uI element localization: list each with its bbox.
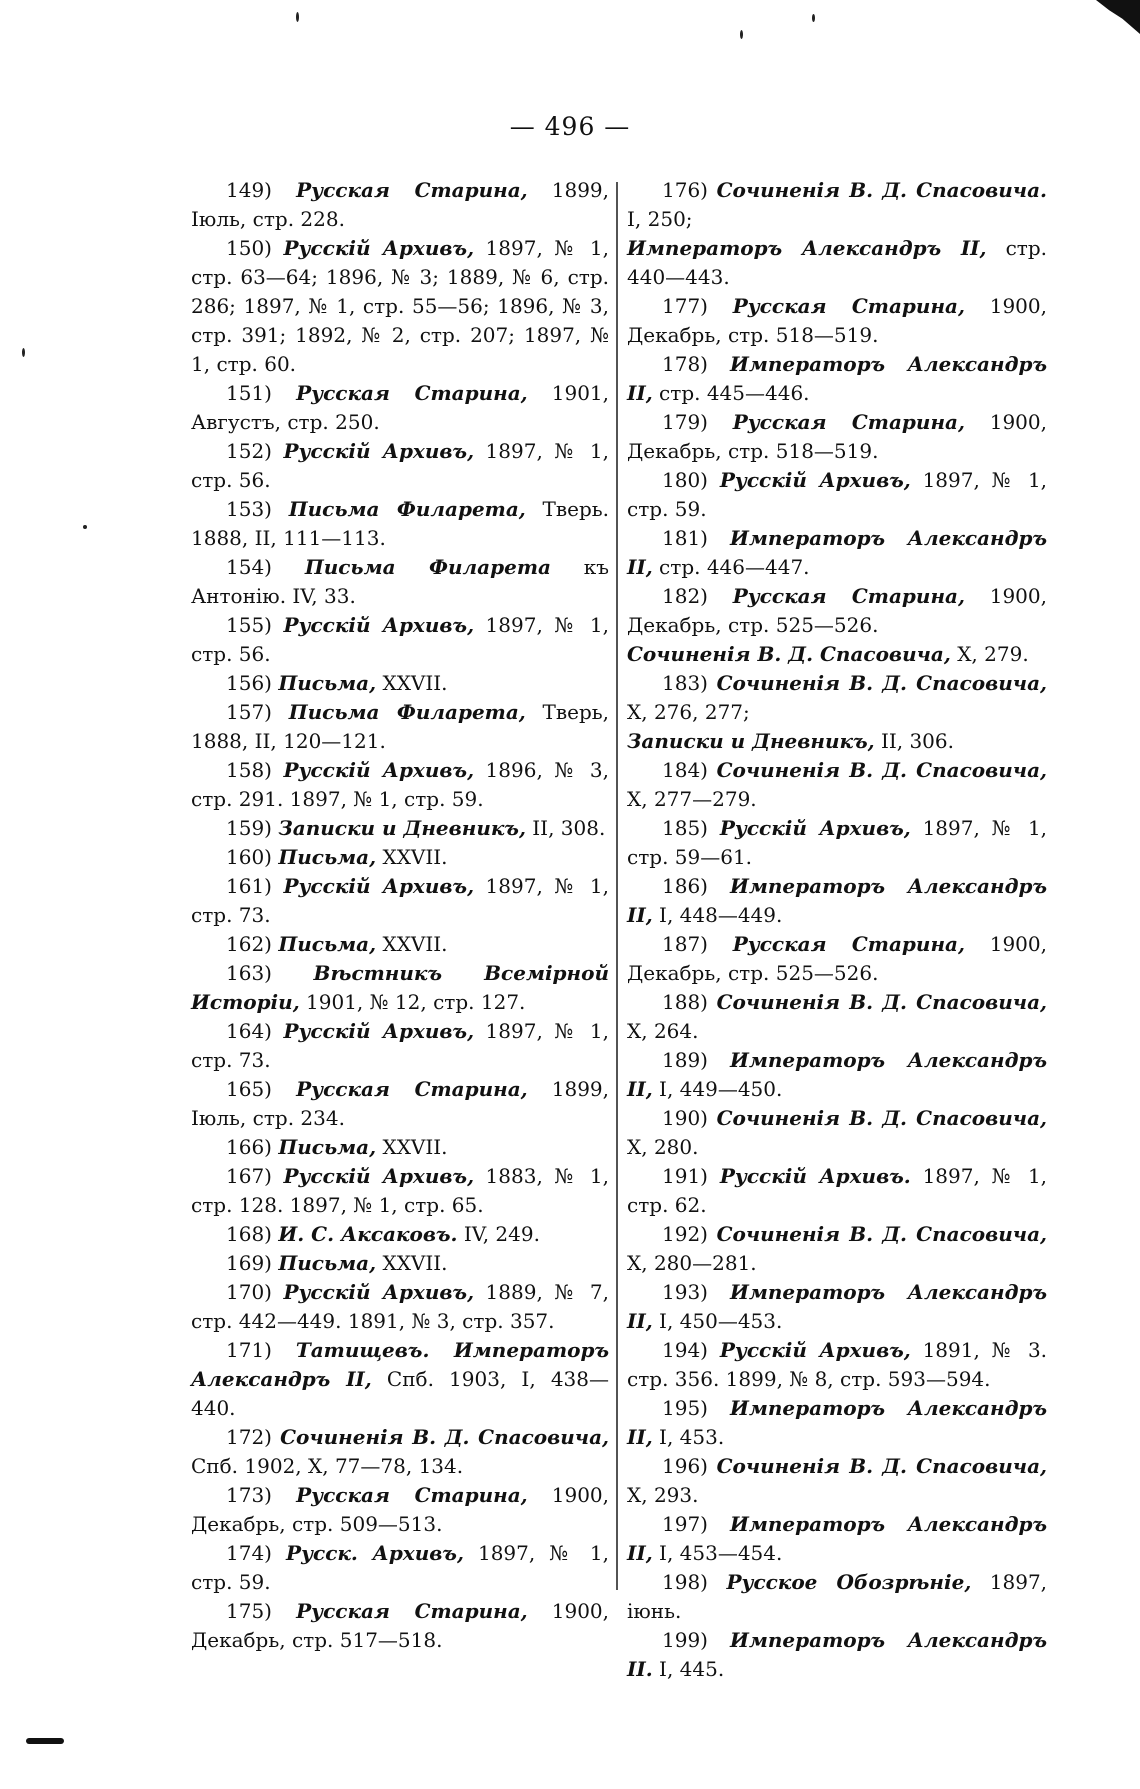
footnote-source: Русская Старина, xyxy=(296,178,528,202)
footnote-source: Императоръ Александръ II, xyxy=(627,1048,1047,1101)
footnote-entry xyxy=(627,1336,1047,1394)
footnote-source: Императоръ Александръ II, xyxy=(627,526,1047,579)
footnote-source: Русская Старина, xyxy=(296,381,528,405)
footnote-entry xyxy=(191,1539,609,1597)
footnote-entry xyxy=(191,495,609,553)
footnote-number: 197) xyxy=(662,1512,708,1536)
footnote-entry xyxy=(191,176,609,234)
footnote-entry xyxy=(627,1220,1047,1278)
footnote-source: Русскій Архивъ, xyxy=(283,613,475,637)
footnote-source: Императоръ Александръ II, xyxy=(627,1396,1047,1449)
footnote-reference: X, 280. xyxy=(627,1135,699,1159)
footnote-number: 187) xyxy=(662,932,708,956)
scan-speck xyxy=(740,30,743,39)
footnote-reference: 1891, № 3. стр. 356. 1899, № 8, стр. 593—594. xyxy=(627,1338,1048,1391)
footnote-reference: XXVII. xyxy=(382,1135,448,1159)
footnote-source: Русскій Архивъ, xyxy=(719,816,911,840)
footnote-number: 174) xyxy=(226,1541,272,1565)
footnote-source: Русскій Архивъ, xyxy=(719,468,911,492)
footnote-reference: 1900, Декабрь, стр. 525—526. xyxy=(627,932,1047,985)
footnote-reference: 1901, № 12, стр. 127. xyxy=(306,990,526,1014)
footnote-entry xyxy=(627,727,1047,756)
footnote-entry xyxy=(627,234,1047,292)
footnote-source: Русская Старина, xyxy=(732,932,965,956)
footnote-number: 175) xyxy=(226,1599,272,1623)
footnote-reference: 1900, Декабрь, стр. 525—526. xyxy=(627,584,1047,637)
footnote-reference: X, 276, 277; xyxy=(627,700,750,724)
footnote-number: 199) xyxy=(662,1628,708,1652)
footnote-source: Сочиненія В. Д. Спасовича, xyxy=(716,1222,1048,1246)
footnote-source: Русская Старина, xyxy=(296,1077,528,1101)
footnote-source: Русское Обозрѣніе, xyxy=(726,1570,972,1594)
footnote-number: 194) xyxy=(662,1338,708,1362)
footnote-source: Письма, xyxy=(278,671,377,695)
footnote-reference: Тверь. 1888, II, 111—113. xyxy=(191,497,610,550)
footnote-source: Сочиненія В. Д. Спасовича, xyxy=(716,990,1048,1014)
footnote-number: 190) xyxy=(662,1106,708,1130)
footnote-number: 196) xyxy=(662,1454,708,1478)
footnote-entry xyxy=(191,698,609,756)
footnote-entry xyxy=(191,843,609,872)
footnote-reference: I, 450—453. xyxy=(659,1309,783,1333)
footnote-entry xyxy=(191,234,609,379)
footnote-reference: стр. 446—447. xyxy=(659,555,810,579)
footnote-source: Русскій Архивъ, xyxy=(719,1338,911,1362)
footnote-entry xyxy=(627,872,1047,930)
footnote-source: Русская Старина, xyxy=(732,410,965,434)
footnote-reference: X, 293. xyxy=(627,1483,699,1507)
footnote-reference: I, 449—450. xyxy=(659,1077,783,1101)
footnote-entry xyxy=(191,553,609,611)
footnote-reference: 1897, № 1, стр. 59—61. xyxy=(627,816,1048,869)
footnote-reference: IV, 249. xyxy=(463,1222,540,1246)
footnote-source: Русская Старина, xyxy=(296,1599,528,1623)
footnote-number: 182) xyxy=(662,584,708,608)
footnote-number: 166) xyxy=(226,1135,272,1159)
footnote-number: 176) xyxy=(662,178,708,202)
footnote-entry xyxy=(191,756,609,814)
footnote-entry xyxy=(627,930,1047,988)
footnote-source: Записки и Дневникъ, xyxy=(627,729,875,753)
column-divider xyxy=(616,182,618,1590)
footnote-source: Сочиненія В. Д. Спасовича, xyxy=(716,1106,1048,1130)
footnote-source: Письма, xyxy=(278,932,377,956)
footnote-number: 184) xyxy=(662,758,708,782)
footnote-source: Русскій Архивъ, xyxy=(283,874,475,898)
footnote-number: 155) xyxy=(226,613,272,637)
footnote-reference: 1899, Іюль, стр. 234. xyxy=(191,1077,610,1130)
footnote-entry xyxy=(627,1046,1047,1104)
footnote-source: Русскій Архивъ, xyxy=(283,758,475,782)
footnote-entry xyxy=(191,1249,609,1278)
footnote-source: Императоръ Александръ II, xyxy=(627,236,987,260)
scan-dash-mark xyxy=(26,1738,64,1744)
footnote-entry xyxy=(191,930,609,959)
footnote-number: 161) xyxy=(226,874,272,898)
footnote-entry xyxy=(627,524,1047,582)
footnote-entry xyxy=(191,1597,609,1655)
scan-speck xyxy=(296,12,299,22)
footnote-reference: 1897, № 1, стр. 56. xyxy=(191,613,609,666)
footnote-source: Русскій Архивъ, xyxy=(283,1164,475,1188)
footnote-entry xyxy=(627,582,1047,640)
footnote-number: 178) xyxy=(662,352,708,376)
footnote-number: 164) xyxy=(226,1019,272,1043)
footnote-reference: стр. 445—446. xyxy=(659,381,810,405)
footnote-source: Письма Филарета xyxy=(304,555,551,579)
footnote-entry xyxy=(627,669,1047,727)
footnote-number: 165) xyxy=(226,1077,272,1101)
footnote-number: 158) xyxy=(226,758,272,782)
footnote-number: 172) xyxy=(226,1425,272,1449)
footnote-entry xyxy=(191,959,609,1017)
footnote-number: 171) xyxy=(226,1338,272,1362)
footnote-entry xyxy=(191,379,609,437)
footnote-source: Императоръ Александръ II, xyxy=(627,1280,1047,1333)
footnote-number: 185) xyxy=(662,816,708,840)
footnote-entry xyxy=(191,1220,609,1249)
footnote-number: 151) xyxy=(226,381,272,405)
scan-speck xyxy=(83,525,87,529)
footnote-reference: 1896, № 3, стр. 291. 1897, № 1, стр. 59. xyxy=(191,758,609,811)
footnote-reference: I, 448—449. xyxy=(659,903,783,927)
footnote-entry xyxy=(627,1394,1047,1452)
footnote-reference: XXVII. xyxy=(382,671,448,695)
footnote-entry xyxy=(627,176,1047,234)
footnote-reference: XXVII. xyxy=(382,1251,448,1275)
footnote-entry xyxy=(191,1075,609,1133)
footnote-source: Письма, xyxy=(278,845,377,869)
footnote-reference: 1900, Декабрь, стр. 518—519. xyxy=(627,294,1047,347)
footnote-number: 162) xyxy=(226,932,272,956)
footnote-number: 183) xyxy=(662,671,708,695)
footnote-source: Императоръ Александръ II. xyxy=(627,1628,1047,1681)
footnote-number: 180) xyxy=(662,468,708,492)
footnote-reference: 1897, № 1, стр. 59. xyxy=(191,1541,610,1594)
footnote-number: 192) xyxy=(662,1222,708,1246)
footnote-source: Русскій Архивъ. xyxy=(719,1164,911,1188)
footnote-source: Письма, xyxy=(278,1251,377,1275)
footnote-source: Сочиненія В. Д. Спасовича, xyxy=(716,758,1048,782)
footnote-source: Татищевъ. Императоръ Александръ II, xyxy=(191,1338,610,1391)
footnote-entry xyxy=(191,1133,609,1162)
footnote-reference: стр. 440—443. xyxy=(627,236,1047,289)
footnote-source: Русская Старина, xyxy=(296,1483,528,1507)
footnote-reference: 1900, Декабрь, стр. 517—518. xyxy=(191,1599,610,1652)
footnote-reference: I, 445. xyxy=(659,1657,725,1681)
footnote-source: Императоръ Александръ II, xyxy=(627,352,1047,405)
scan-speck xyxy=(812,14,815,22)
footnote-reference: X, 264. xyxy=(627,1019,699,1043)
footnote-reference: II, 306. xyxy=(880,729,954,753)
footnote-entry xyxy=(627,1568,1047,1626)
footnote-entry xyxy=(627,408,1047,466)
footnote-entry xyxy=(627,1278,1047,1336)
footnote-entry xyxy=(191,1481,609,1539)
footnote-entry xyxy=(191,611,609,669)
footnote-reference: X, 280—281. xyxy=(627,1251,757,1275)
footnotes-right-column xyxy=(627,176,1047,1684)
footnote-source: Сочиненія В. Д. Спасовича. xyxy=(716,178,1048,202)
footnote-reference: X, 279. xyxy=(957,642,1029,666)
scan-corner-mark xyxy=(1096,0,1140,34)
footnote-number: 177) xyxy=(662,294,708,318)
footnote-reference: 1883, № 1, стр. 128. 1897, № 1, стр. 65. xyxy=(191,1164,609,1217)
footnote-source: Русскій Архивъ, xyxy=(283,1019,475,1043)
footnote-number: 167) xyxy=(226,1164,272,1188)
footnote-reference: 1897, № 1, стр. 59. xyxy=(627,468,1048,521)
footnote-entry xyxy=(191,814,609,843)
footnote-number: 149) xyxy=(226,178,272,202)
footnote-entry xyxy=(191,1278,609,1336)
footnote-reference: I, 250; xyxy=(627,207,693,231)
footnote-entry xyxy=(191,437,609,495)
footnote-source: Сочиненія В. Д. Спасовича, xyxy=(716,671,1048,695)
footnote-source: Сочиненія В. Д. Спасовича, xyxy=(627,642,951,666)
footnote-reference: Тверь, 1888, II, 120—121. xyxy=(191,700,610,753)
footnote-source: Императоръ Александръ II, xyxy=(627,1512,1047,1565)
footnote-reference: 1900, Декабрь, стр. 509—513. xyxy=(191,1483,610,1536)
page-number: — 496 — xyxy=(509,112,631,141)
footnote-entry xyxy=(627,756,1047,814)
footnote-reference: I, 453—454. xyxy=(659,1541,783,1565)
footnote-reference: X, 277—279. xyxy=(627,787,757,811)
footnote-source: Сочиненія В. Д. Спасовича, xyxy=(280,1425,610,1449)
footnote-number: 173) xyxy=(226,1483,272,1507)
footnote-number: 179) xyxy=(662,410,708,434)
footnote-entry xyxy=(627,814,1047,872)
footnote-number: 169) xyxy=(226,1251,272,1275)
footnotes-left-column xyxy=(191,176,609,1655)
footnote-reference: XXVII. xyxy=(382,932,448,956)
footnote-reference: 1901, Августъ, стр. 250. xyxy=(191,381,610,434)
footnote-number: 170) xyxy=(226,1280,272,1304)
footnote-reference: II, 308. xyxy=(532,816,606,840)
footnote-reference: XXVII. xyxy=(382,845,448,869)
footnote-source: Письма, xyxy=(278,1135,377,1159)
footnote-entry xyxy=(627,350,1047,408)
footnote-reference: 1900, Декабрь, стр. 518—519. xyxy=(627,410,1047,463)
footnote-entry xyxy=(191,1162,609,1220)
footnote-entry xyxy=(191,1336,609,1423)
footnote-source: Русская Старина, xyxy=(732,584,965,608)
footnote-number: 157) xyxy=(226,700,272,724)
footnote-reference: 1897, № 1, стр. 62. xyxy=(627,1164,1048,1217)
footnote-entry xyxy=(191,872,609,930)
footnote-entry xyxy=(627,1452,1047,1510)
footnote-entry xyxy=(627,292,1047,350)
footnote-number: 181) xyxy=(662,526,708,550)
footnote-reference: Спб. 1902, X, 77—78, 134. xyxy=(191,1454,464,1478)
footnote-entry xyxy=(627,640,1047,669)
footnote-number: 168) xyxy=(226,1222,272,1246)
footnote-number: 163) xyxy=(226,961,272,985)
footnote-reference: Спб. 1903, I, 438—440. xyxy=(191,1367,609,1420)
footnote-number: 195) xyxy=(662,1396,708,1420)
footnote-number: 150) xyxy=(226,236,272,260)
footnote-reference: 1897, іюнь. xyxy=(627,1570,1048,1623)
footnote-number: 189) xyxy=(662,1048,708,1072)
footnote-number: 152) xyxy=(226,439,272,463)
footnote-reference: 1897, № 1, стр. 73. xyxy=(191,1019,609,1072)
footnote-reference: 1897, № 1, стр. 73. xyxy=(191,874,609,927)
footnote-entry xyxy=(627,1510,1047,1568)
footnote-number: 154) xyxy=(226,555,272,579)
footnote-reference: 1899, Іюль, стр. 228. xyxy=(191,178,610,231)
footnote-source: Письма Филарета, xyxy=(288,700,526,724)
footnote-reference: I, 453. xyxy=(659,1425,725,1449)
footnote-number: 160) xyxy=(226,845,272,869)
footnote-source: Сочиненія В. Д. Спасовича, xyxy=(716,1454,1048,1478)
footnote-source: Письма Филарета, xyxy=(288,497,526,521)
footnote-source: Русская Старина, xyxy=(732,294,965,318)
footnote-source: Записки и Дневникъ, xyxy=(278,816,526,840)
footnote-number: 188) xyxy=(662,990,708,1014)
footnote-source: Русск. Архивъ, xyxy=(286,1541,464,1565)
footnote-number: 198) xyxy=(662,1570,708,1594)
footnote-number: 191) xyxy=(662,1164,708,1188)
footnote-source: Императоръ Александръ II, xyxy=(627,874,1047,927)
footnote-entry xyxy=(627,466,1047,524)
footnote-reference: 1889, № 7, стр. 442—449. 1891, № 3, стр. 357. xyxy=(191,1280,609,1333)
footnote-source: И. С. Аксаковъ. xyxy=(278,1222,458,1246)
footnote-source: Русскій Архивъ, xyxy=(283,1280,475,1304)
footnote-entry xyxy=(627,988,1047,1046)
footnote-entry xyxy=(191,1017,609,1075)
footnote-reference: 1897, № 1, стр. 56. xyxy=(191,439,609,492)
footnote-number: 186) xyxy=(662,874,708,898)
footnote-number: 156) xyxy=(226,671,272,695)
footnote-entry xyxy=(627,1626,1047,1684)
footnote-entry xyxy=(191,669,609,698)
footnote-number: 159) xyxy=(226,816,272,840)
footnote-number: 153) xyxy=(226,497,272,521)
scan-speck xyxy=(22,348,25,357)
footnote-source: Русскій Архивъ, xyxy=(283,236,475,260)
footnote-entry xyxy=(191,1423,609,1481)
footnote-reference: 1897, № 1, стр. 63—64; 1896, № 3; 1889, № 6, стр. 286; 1897, № 1, стр. 55—56; 1896, № 3, стр. 391; 1892, № 2, стр. 207; 1897, № 1, стр. 60. xyxy=(191,236,609,376)
footnote-source: Вѣстникъ Всемірной Исторіи, xyxy=(191,961,610,1014)
footnote-reference: къ Антонію. IV, 33. xyxy=(191,555,610,608)
footnote-number: 193) xyxy=(662,1280,708,1304)
footnote-source: Русскій Архивъ, xyxy=(283,439,475,463)
footnote-entry xyxy=(627,1162,1047,1220)
footnote-entry xyxy=(627,1104,1047,1162)
